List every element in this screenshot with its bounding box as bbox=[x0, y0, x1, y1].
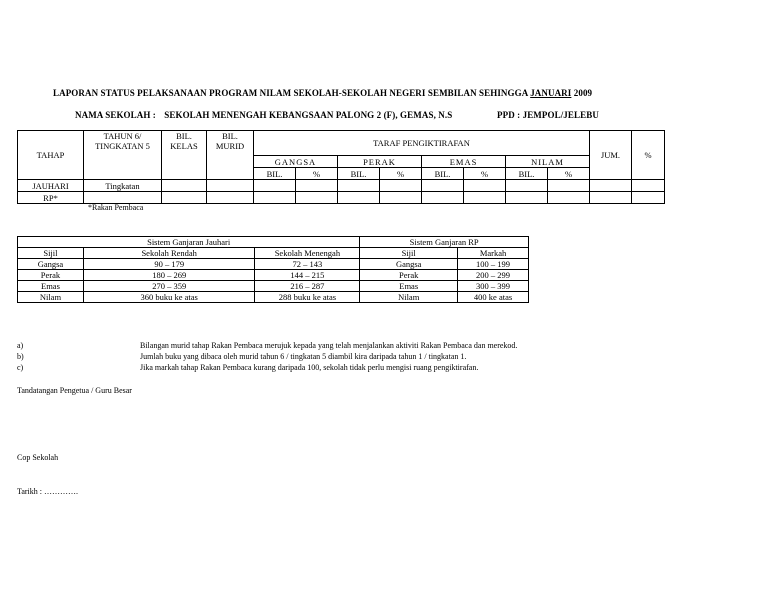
group-rp: Sistem Ganjaran RP bbox=[360, 237, 529, 248]
cell bbox=[632, 192, 665, 204]
cell bbox=[464, 192, 506, 204]
cell bbox=[338, 180, 380, 192]
cell-markah: 200 – 299 bbox=[458, 270, 529, 281]
table-row bbox=[18, 259, 529, 270]
table-row bbox=[18, 270, 529, 281]
cell bbox=[296, 192, 338, 204]
col-jum: JUM. bbox=[590, 131, 632, 180]
cell bbox=[380, 180, 422, 192]
cell-menengah: 72 – 143 bbox=[255, 259, 360, 270]
note-b-text: Jumlah buku yang dibaca oleh murid tahun 6 / tingkatan 5 diambil kira daripada tahun 1 / tingkatan 1. bbox=[140, 352, 467, 361]
note-c-text: Jika markah tahap Rakan Pembaca kurang daripada 100, sekolah tidak perlu mengisi ruang pengiktirafan. bbox=[140, 363, 479, 372]
col-bil-kelas-line1: BIL. bbox=[176, 131, 192, 141]
ppd-line bbox=[497, 110, 599, 120]
cell-sijil-rp: Perak bbox=[360, 270, 458, 281]
group-jauhari: Sistem Ganjaran Jauhari bbox=[18, 237, 360, 248]
col-bil-kelas bbox=[162, 131, 207, 180]
reward-table bbox=[17, 236, 529, 303]
table-row bbox=[18, 281, 529, 292]
cell-rendah: 90 – 179 bbox=[83, 259, 255, 270]
cell-rendah: 180 – 269 bbox=[83, 270, 255, 281]
table-row bbox=[18, 292, 529, 303]
row-tahun bbox=[84, 192, 162, 204]
cell bbox=[464, 180, 506, 192]
school-label: NAMA SEKOLAH : bbox=[75, 110, 156, 120]
cell bbox=[506, 180, 548, 192]
cell bbox=[296, 180, 338, 192]
cell bbox=[548, 180, 590, 192]
cell-rendah: 270 – 359 bbox=[83, 281, 255, 292]
sub-pct: % bbox=[296, 168, 338, 180]
cop-label: Cop Sekolah bbox=[17, 453, 59, 462]
col-tahun-line1: TAHUN 6/ bbox=[103, 131, 142, 141]
table-row bbox=[18, 192, 665, 204]
cell bbox=[162, 192, 207, 204]
school-line bbox=[75, 110, 452, 120]
col-tahun bbox=[84, 131, 162, 180]
col-sijil-rp: Sijil bbox=[360, 248, 458, 259]
note-a-text: Bilangan murid tahap Rakan Pembaca merujuk kepada yang telah menjalankan aktiviti Rakan Pembaca dan merekod. bbox=[140, 341, 518, 350]
level-nilam: NILAM bbox=[506, 156, 590, 168]
col-tahap: TAHAP bbox=[18, 131, 84, 180]
title-month: JANUARI bbox=[530, 88, 572, 98]
cell bbox=[548, 192, 590, 204]
cell bbox=[506, 192, 548, 204]
cell bbox=[422, 180, 464, 192]
signature-label: Tandatangan Pengetua / Guru Besar bbox=[17, 386, 132, 395]
ppd-value: JEMPOL/JELEBU bbox=[522, 110, 599, 120]
cell-rendah: 360 buku ke atas bbox=[83, 292, 255, 303]
cell bbox=[380, 192, 422, 204]
note-a-label: a) bbox=[17, 341, 24, 350]
level-perak: PERAK bbox=[338, 156, 422, 168]
cell-menengah: 288 buku ke atas bbox=[255, 292, 360, 303]
col-tahun-line2: TINGKATAN 5 bbox=[95, 141, 150, 151]
cell bbox=[254, 192, 296, 204]
sub-pct: % bbox=[548, 168, 590, 180]
report-title bbox=[53, 88, 592, 98]
ppd-label: PPD : bbox=[497, 110, 521, 120]
cell-menengah: 216 – 287 bbox=[255, 281, 360, 292]
sub-pct: % bbox=[464, 168, 506, 180]
note-b-label: b) bbox=[17, 352, 24, 361]
cell-sijil-rp: Nilam bbox=[360, 292, 458, 303]
cell-sijil: Perak bbox=[18, 270, 84, 281]
cell-markah: 300 – 399 bbox=[458, 281, 529, 292]
note-c-label: c) bbox=[17, 363, 24, 372]
col-bil-kelas-line2: KELAS bbox=[170, 141, 198, 151]
sub-bil: BIL. bbox=[254, 168, 296, 180]
col-markah: Markah bbox=[458, 248, 529, 259]
cell-menengah: 144 – 215 bbox=[255, 270, 360, 281]
cell bbox=[590, 180, 632, 192]
sub-bil: BIL. bbox=[338, 168, 380, 180]
cell bbox=[162, 180, 207, 192]
level-emas: EMAS bbox=[422, 156, 506, 168]
cell bbox=[632, 180, 665, 192]
col-rendah: Sekolah Rendah bbox=[83, 248, 255, 259]
cell-markah: 400 ke atas bbox=[458, 292, 529, 303]
status-table bbox=[17, 130, 665, 204]
table-footnote: *Rakan Pembaca bbox=[88, 203, 144, 212]
cell bbox=[207, 180, 254, 192]
col-taraf: TARAF PENGIKTIRAFAN bbox=[254, 131, 590, 156]
col-menengah: Sekolah Menengah bbox=[255, 248, 360, 259]
cell bbox=[338, 192, 380, 204]
title-year: 2009 bbox=[571, 88, 593, 98]
table-row bbox=[18, 180, 665, 192]
cell-sijil-rp: Gangsa bbox=[360, 259, 458, 270]
col-bil-murid-line2: MURID bbox=[215, 141, 245, 151]
col-pct-total: % bbox=[632, 131, 665, 180]
level-gangsa: GANGSA bbox=[254, 156, 338, 168]
school-name: SEKOLAH MENENGAH KEBANGSAAN PALONG 2 (F), GEMAS, N.S bbox=[164, 110, 453, 120]
sub-bil: BIL. bbox=[422, 168, 464, 180]
sub-bil: BIL. bbox=[506, 168, 548, 180]
title-prefix: LAPORAN STATUS PELAKSANAAN PROGRAM NILAM SEKOLAH-SEKOLAH NEGERI SEMBILAN SEHINGGA bbox=[53, 88, 531, 98]
col-sijil: Sijil bbox=[18, 248, 84, 259]
col-bil-murid-line1: BIL. bbox=[222, 131, 238, 141]
col-bil-murid bbox=[207, 131, 254, 180]
row-tahap: RP* bbox=[18, 192, 84, 204]
cell bbox=[207, 192, 254, 204]
cell bbox=[590, 192, 632, 204]
cell-markah: 100 – 199 bbox=[458, 259, 529, 270]
tarikh-label: Tarikh : …………. bbox=[17, 487, 78, 496]
cell-sijil: Gangsa bbox=[18, 259, 84, 270]
cell-sijil-rp: Emas bbox=[360, 281, 458, 292]
cell-sijil: Emas bbox=[18, 281, 84, 292]
sub-pct: % bbox=[380, 168, 422, 180]
row-tahun: Tingkatan bbox=[84, 180, 162, 192]
cell-sijil: Nilam bbox=[18, 292, 84, 303]
cell bbox=[254, 180, 296, 192]
cell bbox=[422, 192, 464, 204]
row-tahap: JAUHARI bbox=[18, 180, 84, 192]
